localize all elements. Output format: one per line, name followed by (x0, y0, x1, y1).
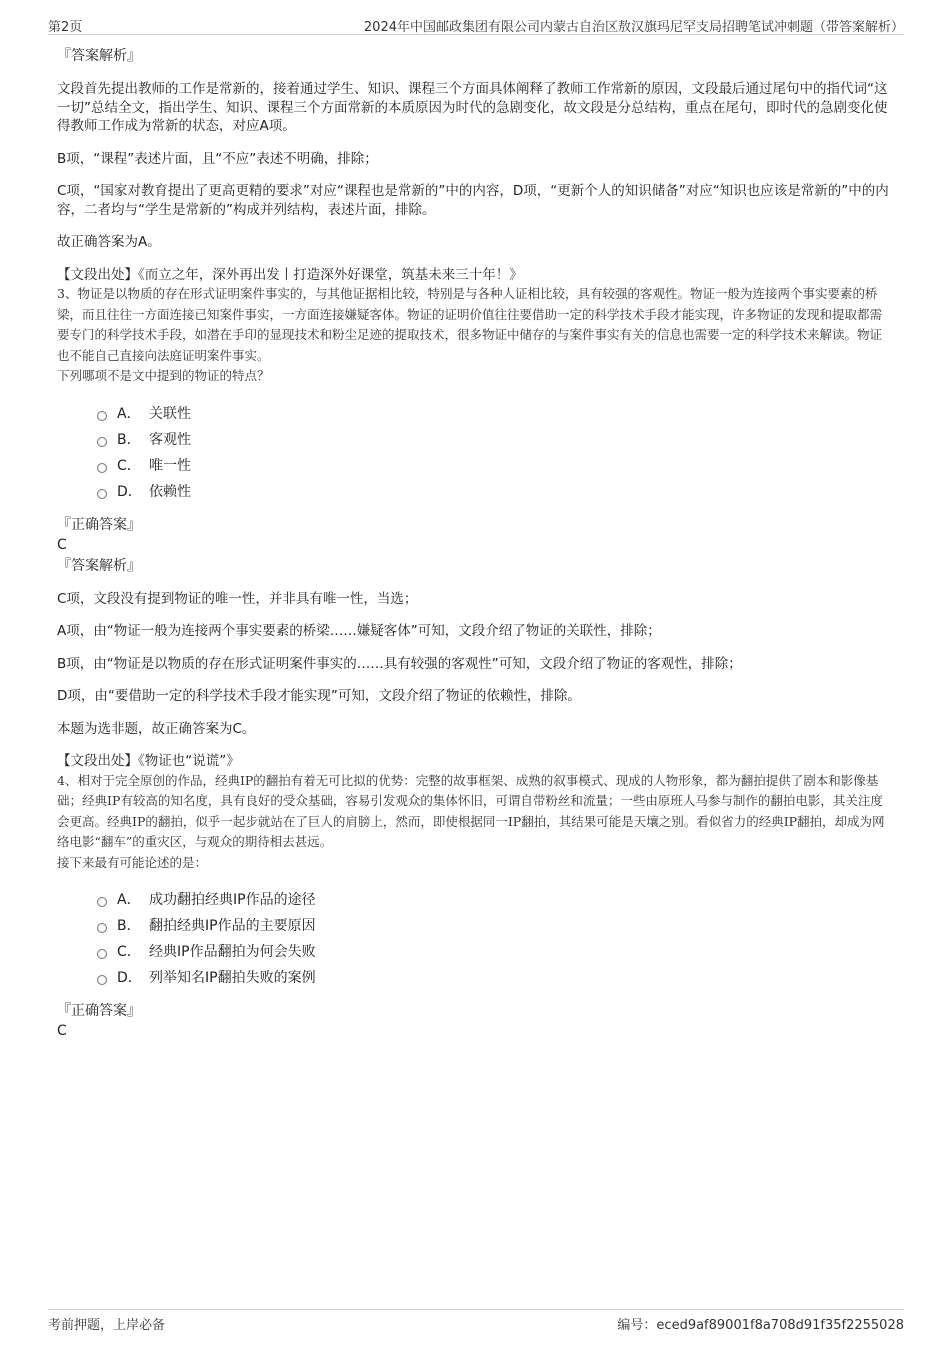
option-letter: D． (117, 483, 142, 500)
analysis-paragraph: 本题为选非题，故正确答案为C。 (57, 720, 256, 737)
option-text: 成功翻拍经典IP作品的途径 (149, 892, 316, 908)
option-letter: A． (117, 892, 141, 908)
question-4-options (97, 887, 894, 991)
option-c[interactable] (97, 939, 894, 965)
radio-icon[interactable] (97, 411, 107, 421)
analysis-paragraph: A项，由“物证一般为连接两个事实要素的桥梁……嫌疑客体”可知，文段介绍了物证的关联性，排除； (57, 623, 661, 639)
radio-icon[interactable] (97, 463, 107, 473)
page-number: 第2页 (48, 20, 83, 35)
option-text: 客观性 (149, 431, 191, 448)
correct-answer: C (57, 536, 67, 553)
page-header (48, 14, 904, 35)
radio-icon[interactable] (97, 437, 107, 447)
question-3-text: 3、物证是以物质的存在形式证明案件事实的，与其他证据相比较，特别是与各种人证相比较，具有较强的客观性。物证一般为连接两个事实要素的桥梁，而且往往一方面连接已知案件事实，一方面连接嫌疑客体。物证的证明价值往往要借助一定的科学技术手段才能实现，许多物证的发现和提取都需要专门的科学技术手段，如潜在手印的显现技术和粉尘足迹的提取技术，很多物证中储存的与案件事实有关的信息也需要一定的科学技术来解读。物证也不能自己直接向法庭证明案件事实。 (57, 286, 883, 363)
option-letter: A． (117, 405, 141, 422)
option-letter: B． (117, 431, 141, 448)
analysis-paragraph: B项，由“物证是以物质的存在形式证明案件事实的……具有较强的客观性”可知，文段介绍了物证的客观性，排除； (57, 655, 742, 672)
analysis-paragraph: 故正确答案为A。 (57, 234, 161, 250)
question-4-text: 4、相对于完全原创的作品，经典IP的翻拍有着无可比拟的优势：完整的故事框架、成熟的叙事模式、现成的人物形象，都为翻拍提供了剧本和影像基础；经典IP有较高的知名度，具有良好的受众基础，容易引发观众的集体怀旧，可谓自带粉丝和流量；一些由原班人马参与制作的翻拍电影，其关注度会更高。经典IP的翻拍，似乎一起步就站在了巨人的肩膀上，然而，即使根据同一IP翻拍，其结果可能是天壤之别。看似省力的经典IP翻拍，却成为网络电影“翻车”的重灾区，与观众的期待相去甚远。 (57, 772, 885, 849)
radio-icon[interactable] (97, 923, 107, 933)
source-citation: 【文段出处】《而立之年，深外再出发丨打造深外好课堂，筑基未来三十年！》 (57, 266, 523, 283)
correct-answer-label: 『正确答案』 (57, 1003, 141, 1019)
analysis-paragraph: C项，文段没有提到物证的唯一性，并非具有唯一性，当选； (57, 590, 418, 607)
question-4-prompt: 接下来最有可能论述的是： (57, 854, 208, 870)
radio-icon[interactable] (97, 975, 107, 985)
analysis-label: 『答案解析』 (57, 48, 141, 64)
footer-slogan: 考前押题，上岸必备 (48, 1318, 166, 1333)
option-b[interactable] (97, 427, 894, 453)
option-a[interactable] (97, 401, 894, 427)
option-b[interactable] (97, 913, 894, 939)
radio-icon[interactable] (97, 897, 107, 907)
option-letter: D． (117, 970, 142, 986)
option-d[interactable] (97, 965, 894, 991)
document-code: 编号：eced9af89001f8a708d91f35f2255028 (617, 1318, 904, 1333)
radio-icon[interactable] (97, 949, 107, 959)
radio-icon[interactable] (97, 489, 107, 499)
option-c[interactable] (97, 453, 894, 479)
option-letter: C． (117, 457, 141, 474)
option-text: 唯一性 (149, 457, 191, 474)
option-d[interactable] (97, 479, 894, 505)
question-3-prompt: 下列哪项不是文中提到的物证的特点？ (57, 368, 270, 383)
option-text: 依赖性 (149, 483, 191, 500)
analysis-paragraph: B项，“课程”表述片面，且“不应”表述不明确，排除； (57, 150, 378, 167)
analysis-paragraph: C项，“国家对教育提出了更高更精的要求”对应“课程也是常新的”中的内容，D项，“更新个人的知识储备”对应“知识也应该是常新的”中的内容，二者均与“学生是常新的”构成并列结构，表述片面，排除。 (57, 183, 889, 218)
source-citation: 【文段出处】《物证也“说谎”》 (57, 753, 240, 769)
analysis-label: 『答案解析』 (57, 557, 141, 574)
document-title: 2024年中国邮政集团有限公司内蒙古自治区敖汉旗玛尼罕支局招聘笔试冲刺题（带答案解析） (363, 20, 904, 35)
option-text: 关联性 (149, 405, 191, 422)
analysis-paragraph: D项，由“要借助一定的科学技术手段才能实现”可知，文段介绍了物证的依赖性，排除。 (57, 688, 581, 704)
option-text: 翻拍经典IP作品的主要原因 (149, 918, 316, 934)
option-text: 列举知名IP翻拍失败的案例 (149, 970, 316, 986)
option-letter: C． (117, 944, 141, 960)
page-footer (48, 1309, 904, 1333)
correct-answer: C (57, 1023, 67, 1039)
option-a[interactable] (97, 887, 894, 913)
option-letter: B． (117, 918, 141, 934)
question-3-options (97, 401, 894, 505)
analysis-paragraph: 文段首先提出教师的工作是常新的，接着通过学生、知识、课程三个方面具体阐释了教师工作常新的原因，文段最后通过尾句中的指代词“这一切”总结全文，指出学生、知识、课程三个方面常新的本质原因为时代的急剧变化，故文段是分总结构，重点在尾句，即时代的急剧变化使得教师工作成为常新的状态，对应A项。 (57, 81, 888, 134)
option-text: 经典IP作品翻拍为何会失败 (149, 944, 316, 960)
page-content (57, 46, 894, 1042)
correct-answer-label: 『正确答案』 (57, 516, 141, 533)
